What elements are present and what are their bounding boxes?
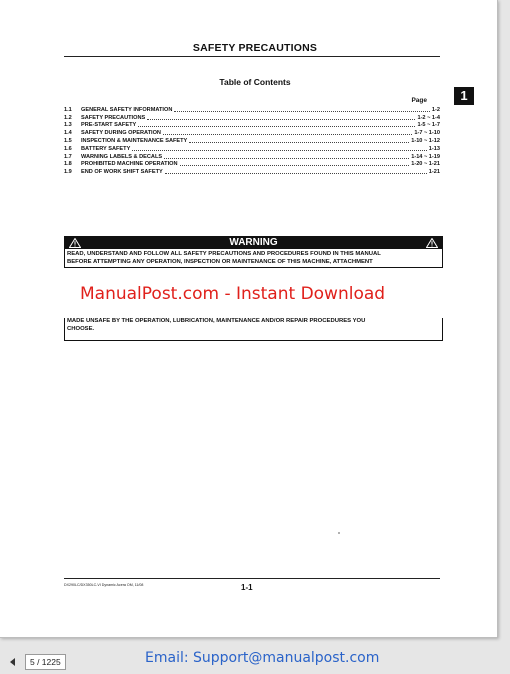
toc-title: SAFETY DURING OPERATION [81,130,161,137]
toc-leader [174,111,430,112]
toc-number: 1.5 [64,137,72,144]
toc-row [64,137,440,145]
footer-rule [64,578,440,579]
toc-number: 1.6 [64,145,72,152]
toc-number: 1.1 [64,106,72,113]
toc-leader [132,150,426,151]
toc-list [64,106,440,176]
toc-leader [147,119,415,120]
toc-pages: 1-2 [431,106,440,113]
toc-row [64,114,440,122]
page-title: SAFETY PRECAUTIONS [192,42,318,54]
toc-title: GENERAL SAFETY INFORMATION [81,106,173,113]
toc-heading: Table of Contents [219,77,291,87]
toc-leader [138,126,415,127]
toc-number: 1.4 [64,130,72,137]
toc-pages: 1-10 ~ 1-12 [411,137,440,144]
toc-leader [180,165,410,166]
warning-triangle-icon [69,238,81,248]
toc-pages: 1-7 ~ 1-10 [414,130,440,137]
toc-title: PRE-START SAFETY [81,122,137,129]
toc-row [64,122,440,130]
toc-pages: 1-14 ~ 1-19 [411,153,440,160]
toc-pages: 1-21 [428,169,440,176]
toc-number: 1.7 [64,153,72,160]
warning-text-cutoff: MADE UNSAFE BY THE OPERATION, LUBRICATION, MAINTENANCE AND/OR REPAIR PROCEDURES YOU [67,318,366,324]
footer-document-id: DX290LC/DX350LC-VI Dynamic Acera OM, 11/08 [64,583,144,587]
toc-row [64,168,440,176]
page-speck [338,532,340,534]
warning-text: CHOOSE. [67,326,95,332]
toc-title: INSPECTION & MAINTENANCE SAFETY [81,137,188,144]
footer-page-number: 1-1 [241,583,253,592]
toc-leader [165,173,427,174]
page-counter-input[interactable]: 5 / 1225 [25,654,66,670]
toc-row [64,129,440,137]
warning-header [65,237,442,249]
toc-title: SAFETY PRECAUTIONS [81,114,146,121]
toc-number: 1.2 [64,114,72,121]
warning-triangle-icon [426,238,438,248]
toc-row [64,145,440,153]
toc-leader [163,134,412,135]
toc-title: BATTERY SAFETY [81,145,131,152]
toc-number: 1.9 [64,169,72,176]
toc-number: 1.8 [64,161,72,168]
toc-row [64,161,440,169]
warning-box [64,236,443,268]
warning-box-tail [64,318,443,341]
toc-number: 1.3 [64,122,72,129]
toc-pages: 1-20 ~ 1-21 [411,161,440,168]
chapter-badge: 1 [454,87,474,105]
page-column-label: Page [411,97,427,104]
toc-row [64,106,440,114]
toc-title: WARNING LABELS & DECALS [81,153,163,160]
warning-heading: WARNING [229,237,278,248]
toc-title: PROHIBITED MACHINE OPERATION [81,161,178,168]
toc-leader [164,158,409,159]
toc-pages: 1-2 ~ 1-4 [417,114,440,121]
warning-text: READ, UNDERSTAND AND FOLLOW ALL SAFETY PRECAUTIONS AND PROCEDURES FOUND IN THIS MANUAL [67,251,381,257]
download-banner: ManualPost.com - Instant Download [80,284,386,304]
toc-pages: 1-5 ~ 1-7 [417,122,440,129]
toc-leader [189,142,409,143]
toc-title: END OF WORK SHIFT SAFETY [81,169,163,176]
support-email: Email: Support@manualpost.com [145,650,380,666]
title-rule [64,56,440,57]
previous-page-icon[interactable] [10,658,15,666]
toc-pages: 1-13 [428,145,440,152]
warning-text-cutoff: BEFORE ATTEMPTING ANY OPERATION, INSPECTION OR MAINTENANCE OF THIS MACHINE, ATTACHMENT [67,259,373,265]
toc-row [64,153,440,161]
